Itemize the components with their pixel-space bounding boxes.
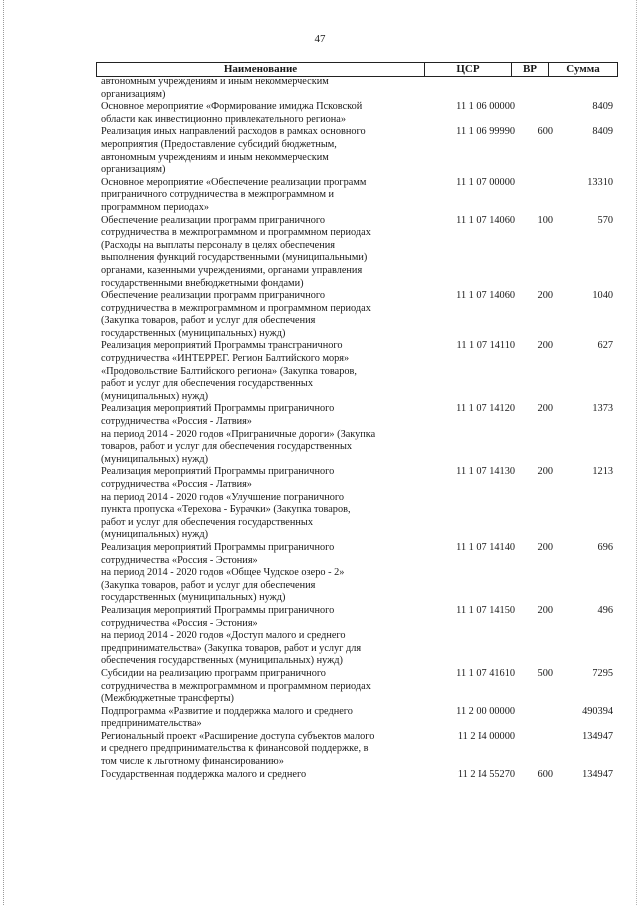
row-name-line: работ и услуг для обеспечения государственных: [101, 516, 313, 528]
row-vr: 600: [537, 768, 553, 780]
table-row: [101, 769, 613, 782]
row-name: [101, 403, 419, 466]
table-row: [101, 126, 613, 176]
row-csr: 11 1 06 99990: [456, 126, 515, 138]
row-csr: 11 1 07 41610: [456, 667, 515, 679]
row-name-line: мероприятия (Предоставление субсидий бюджетным,: [101, 138, 337, 150]
row-name: [101, 215, 419, 291]
row-name-line: предпринимательства» (Закупка товаров, работ и услуг для: [101, 642, 362, 654]
row-name-line: сотрудничества «ИНТЕРРЕГ. Регион Балтийского моря»: [101, 353, 350, 365]
row-name-line: выполнения функций государственными (муниципальными): [101, 252, 368, 264]
row-vr: 200: [537, 604, 553, 616]
header-name: Наименование: [96, 63, 424, 76]
row-name-line: Реализация мероприятий Программы приграничного: [101, 604, 335, 616]
row-name: [101, 731, 419, 769]
row-name-line: (муниципальных) нужд): [101, 453, 209, 465]
table-row: [101, 668, 613, 706]
row-name: [101, 542, 419, 605]
row-name-line: Реализация мероприятий Программы приграничного: [101, 466, 335, 478]
page-number: 47: [314, 33, 326, 45]
row-name-line: на период 2014 - 2020 годов «Доступ малого и среднего: [101, 630, 346, 642]
row-csr: 11 1 07 14120: [456, 403, 515, 415]
row-name-line: области как инвестиционно привлекательного региона»: [101, 113, 346, 125]
row-name-line: сотрудничества в межпрограммном и программном периодах: [101, 227, 371, 239]
row-name-line: обеспечения государственных (муниципальных) нужд): [101, 655, 343, 667]
row-name: [101, 177, 419, 215]
scan-left-edge: [3, 0, 4, 905]
row-name-line: работ и услуг для обеспечения государственных: [101, 378, 313, 390]
table-row: [101, 706, 613, 731]
row-name-line: организациям): [101, 88, 166, 100]
table-row: [101, 215, 613, 291]
header-sum: Сумма: [548, 63, 618, 76]
table-row: [101, 340, 613, 403]
row-name-line: автономным учреждениям и иным некоммерческим: [101, 76, 329, 87]
row-vr: 200: [537, 541, 553, 553]
row-sum: 13310: [587, 176, 613, 188]
row-name-line: Региональный проект «Расширение доступа субъектов малого: [101, 730, 375, 742]
row-csr: 11 1 07 00000: [456, 176, 515, 188]
row-csr: 11 2 I4 00000: [457, 730, 515, 742]
row-name: [101, 769, 419, 782]
row-name: [101, 668, 419, 706]
header-vr: ВР: [511, 63, 548, 76]
table-row: [101, 290, 613, 340]
row-vr: 200: [537, 340, 553, 352]
row-name-line: пункта пропуска «Терехова - Бурачки» (Закупка товаров,: [101, 504, 351, 516]
row-name-line: на период 2014 - 2020 годов «Приграничные дороги» (Закупка: [101, 428, 376, 440]
row-sum: 134947: [582, 768, 613, 780]
row-name-line: государственных (муниципальных) нужд): [101, 592, 286, 604]
row-name-line: Подпрограмма «Развитие и поддержка малого и среднего: [101, 705, 353, 717]
row-name: [101, 290, 419, 340]
row-csr: 11 1 07 14110: [456, 340, 515, 352]
row-name-line: Субсидии на реализацию программ приграничного: [101, 667, 326, 679]
row-name: [101, 126, 419, 176]
row-name: [101, 706, 419, 731]
row-name-line: организациям): [101, 164, 166, 176]
row-csr: 11 1 07 14060: [456, 290, 515, 302]
row-csr: 11 1 07 14060: [456, 214, 515, 226]
row-name: [101, 605, 419, 668]
row-sum: 8409: [592, 126, 613, 138]
table-row: [101, 177, 613, 215]
row-csr: 11 1 07 14150: [456, 604, 515, 616]
row-name-line: на период 2014 - 2020 годов «Улучшение пограничного: [101, 491, 345, 503]
row-name-line: «Продовольствие Балтийского региона» (Закупка товаров,: [101, 365, 357, 377]
row-name-line: (муниципальных) нужд): [101, 390, 209, 402]
row-vr: 100: [537, 214, 553, 226]
row-name-line: (муниципальных) нужд): [101, 529, 209, 541]
row-name-line: на период 2014 - 2020 годов «Общее Чудское озеро - 2»: [101, 567, 345, 579]
table-row: [101, 101, 613, 126]
row-sum: 8409: [592, 101, 613, 113]
table-row: [101, 76, 613, 101]
table-row: [101, 731, 613, 769]
row-name-line: Реализация мероприятий Программы трансграничного: [101, 340, 343, 352]
row-sum: 7295: [592, 667, 613, 679]
row-sum: 1040: [592, 290, 613, 302]
row-vr: 600: [537, 126, 553, 138]
row-name-line: Государственная поддержка малого и среднего: [101, 768, 307, 780]
row-vr: 200: [537, 466, 553, 478]
row-vr: 500: [537, 667, 553, 679]
table-row: [101, 542, 613, 605]
table-row: [101, 466, 613, 542]
scan-right-edge: [636, 0, 637, 905]
row-name-line: том числе к льготному финансированию»: [101, 756, 284, 768]
row-name-line: государственных (муниципальных) нужд): [101, 327, 286, 339]
row-sum: 1373: [592, 403, 613, 415]
row-csr: 11 1 07 14140: [456, 541, 515, 553]
row-name-line: Обеспечение реализации программ приграничного: [101, 290, 326, 302]
row-csr: 11 1 07 14130: [456, 466, 515, 478]
row-name: [101, 76, 419, 101]
row-name-line: Реализация мероприятий Программы приграничного: [101, 541, 335, 553]
row-sum: 490394: [582, 705, 613, 717]
row-name: [101, 466, 419, 542]
row-sum: 1213: [592, 466, 613, 478]
row-name-line: автономным учреждениям и иным некоммерческим: [101, 151, 329, 163]
row-name-line: Основное мероприятие «Обеспечение реализации программ: [101, 176, 367, 188]
row-name-line: (Закупка товаров, работ и услуг для обеспечения: [101, 579, 316, 591]
row-name-line: (Расходы на выплаты персоналу в целях обеспечения: [101, 239, 335, 251]
header-csr: ЦСР: [424, 63, 511, 76]
row-vr: 200: [537, 403, 553, 415]
row-name-line: Реализация мероприятий Программы приграничного: [101, 403, 335, 415]
row-name-line: сотрудничества в межпрограммном и программном периодах: [101, 680, 371, 692]
row-csr: 11 2 I4 55270: [457, 768, 515, 780]
table-row: [101, 605, 613, 668]
row-name-line: приграничного сотрудничества в межпрограммном и: [101, 189, 335, 201]
row-vr: 200: [537, 290, 553, 302]
row-name-line: государственными внебюджетными фондами): [101, 277, 304, 289]
row-name: [101, 340, 419, 403]
row-name-line: (Закупка товаров, работ и услуг для обеспечения: [101, 315, 316, 327]
row-sum: 627: [597, 340, 613, 352]
row-csr: 11 1 06 00000: [456, 101, 515, 113]
row-name-line: программном периодах»: [101, 201, 210, 213]
row-name-line: Реализация иных направлений расходов в рамках основного: [101, 126, 366, 138]
row-name-line: и среднего предпринимательства к финансовой поддержке, в: [101, 743, 369, 755]
row-name: [101, 101, 419, 126]
row-name-line: товаров, работ и услуг для обеспечения государственных: [101, 441, 353, 453]
row-name-line: сотрудничества в межпрограммном и программном периодах: [101, 302, 371, 314]
row-name-line: (Межбюджетные трансферты): [101, 693, 234, 705]
row-sum: 134947: [582, 730, 613, 742]
row-name-line: сотрудничества «Россия - Латвия»: [101, 416, 252, 428]
row-name-line: сотрудничества «Россия - Эстония»: [101, 554, 258, 566]
row-name-line: Обеспечение реализации программ приграничного: [101, 214, 326, 226]
row-sum: 496: [597, 604, 613, 616]
row-name-line: предпринимательства»: [101, 718, 202, 730]
row-sum: 696: [597, 541, 613, 553]
row-name-line: сотрудничества «Россия - Эстония»: [101, 617, 258, 629]
row-csr: 11 2 00 00000: [456, 705, 515, 717]
row-name-line: Основное мероприятие «Формирование имиджа Псковской: [101, 101, 363, 113]
row-name-line: сотрудничества «Россия - Латвия»: [101, 479, 252, 490]
row-sum: 570: [597, 214, 613, 226]
table-row: [101, 403, 613, 466]
table-body: [101, 76, 613, 781]
table-header: [96, 62, 618, 77]
row-name-line: органами, казенными учреждениями, органами управления: [101, 264, 363, 276]
